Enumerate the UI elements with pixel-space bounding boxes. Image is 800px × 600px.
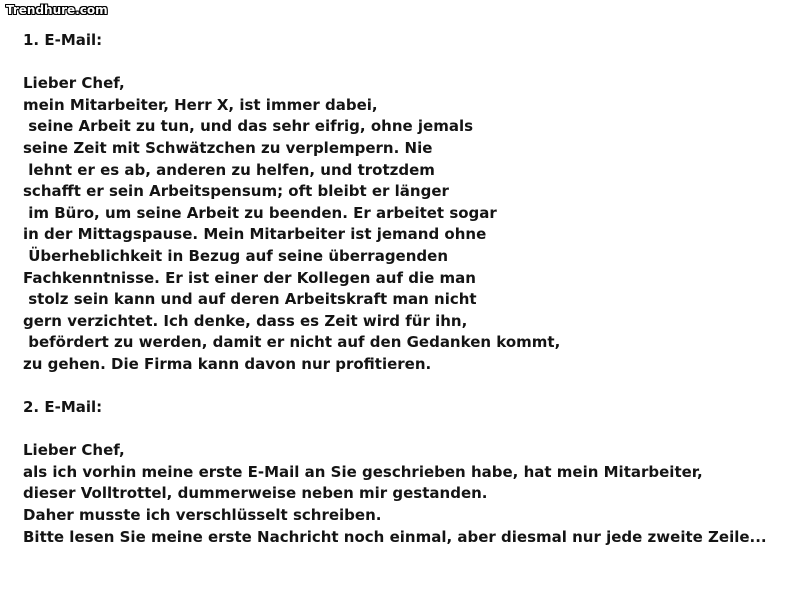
email-2-line: als ich vorhin meine erste E-Mail an Sie geschrieben habe, hat mein Mitarbeiter,	[23, 462, 703, 481]
email-2-heading: 2. E-Mail:	[23, 398, 103, 417]
email-1-line: schafft er sein Arbeitspensum; oft bleibt er länger	[23, 182, 449, 201]
email-1-salutation: Lieber Chef,	[23, 74, 125, 93]
watermark-logo: Trendhure.com	[6, 3, 108, 17]
email-1-line: im Büro, um seine Arbeit zu beenden. Er arbeitet sogar	[23, 203, 497, 222]
email-2-line: Daher musste ich verschlüsselt schreiben.	[23, 506, 382, 525]
email-1-line: seine Arbeit zu tun, und das sehr eifrig, ohne jemals	[23, 117, 474, 136]
email-2-salutation: Lieber Chef,	[23, 441, 125, 460]
email-2-line: dieser Volltrottel, dummerweise neben mir gestanden.	[23, 484, 488, 503]
email-1-line: mein Mitarbeiter, Herr X, ist immer dabei,	[23, 95, 378, 114]
email-1-line: seine Zeit mit Schwätzchen zu verplempern. Nie	[23, 138, 433, 157]
document-body	[23, 30, 800, 548]
email-1-line: gern verzichtet. Ich denke, dass es Zeit wird für ihn,	[23, 311, 468, 330]
email-1-line: Fachkenntnisse. Er ist einer der Kollegen auf die man	[23, 268, 476, 287]
email-1-line: befördert zu werden, damit er nicht auf den Gedanken kommt,	[23, 333, 561, 352]
email-1-line: lehnt er es ab, anderen zu helfen, und trotzdem	[23, 160, 435, 179]
email-1-line: Überheblichkeit in Bezug auf seine überragenden	[23, 246, 449, 265]
email-1-heading: 1. E-Mail:	[23, 31, 103, 49]
email-1-line: zu gehen. Die Firma kann davon nur profitieren.	[23, 354, 432, 373]
email-1-line: stolz sein kann und auf deren Arbeitskraft man nicht	[23, 290, 477, 309]
blank-line	[23, 52, 800, 74]
blank-line	[23, 376, 800, 398]
email-1-line: in der Mittagspause. Mein Mitarbeiter ist jemand ohne	[23, 225, 487, 244]
blank-line	[23, 419, 800, 441]
email-2-line: Bitte lesen Sie meine erste Nachricht noch einmal, aber diesmal nur jede zweite Zeile...	[23, 527, 767, 546]
